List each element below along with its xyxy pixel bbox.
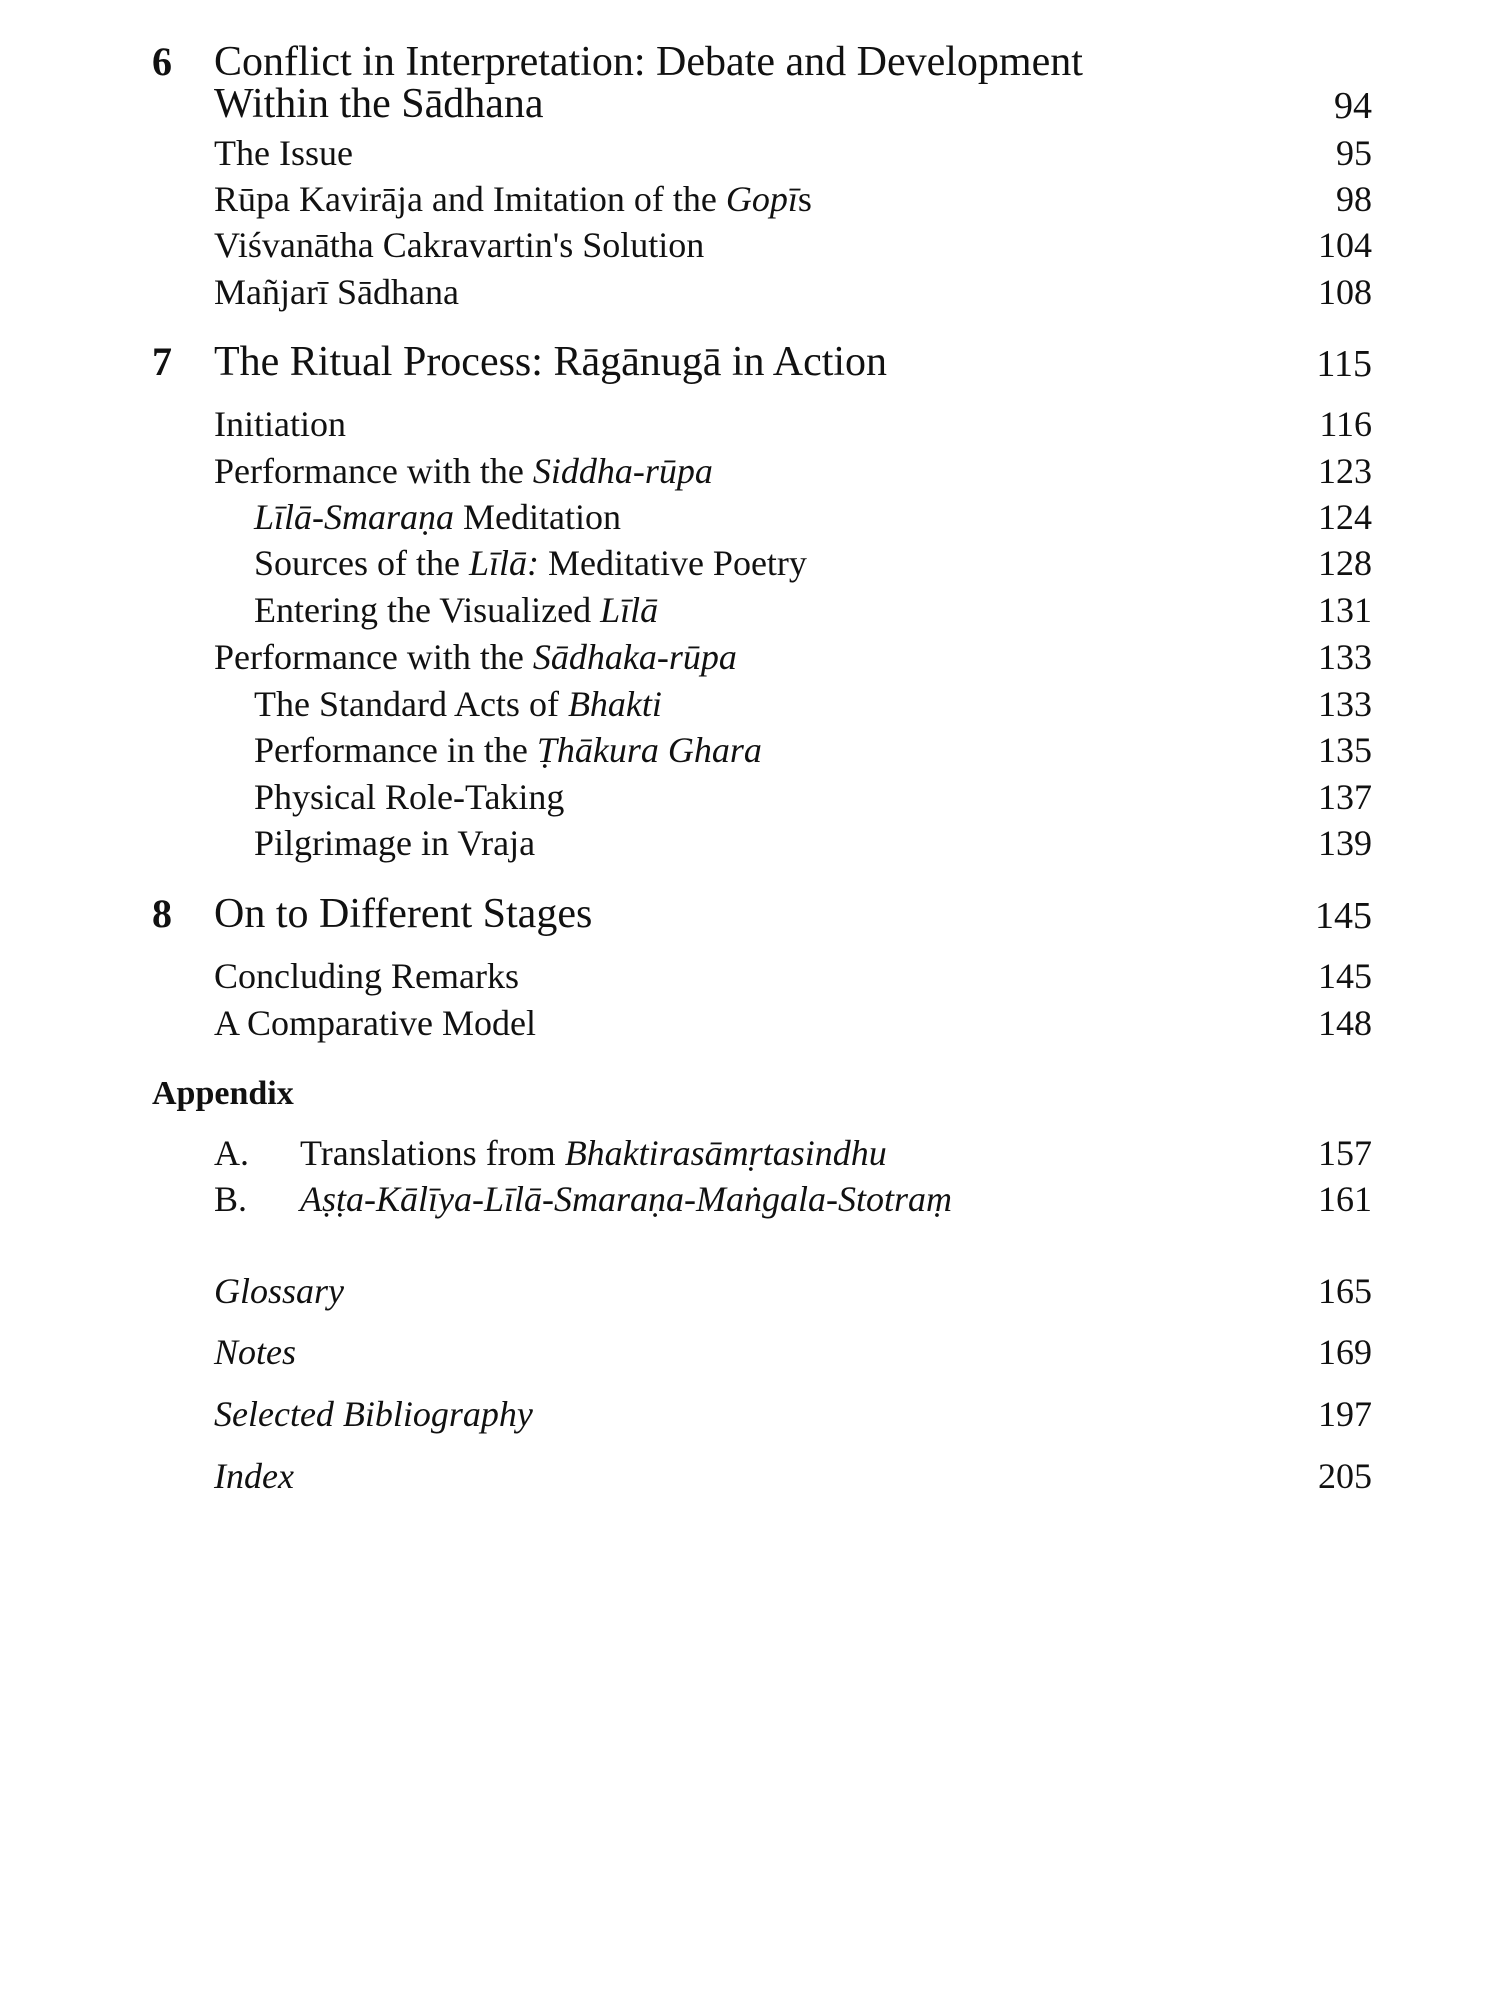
page-number: 139	[1318, 823, 1372, 863]
entry-title: Pilgrimage in Vraja	[254, 823, 536, 863]
entry-title: Concluding Remarks	[214, 956, 519, 996]
page-number: 128	[1318, 543, 1372, 583]
page-number: 145	[1318, 956, 1372, 996]
page-number: 137	[1318, 777, 1372, 817]
entry-title: Physical Role-Taking	[254, 777, 565, 817]
entry-title: Index	[214, 1456, 294, 1496]
page-number: 135	[1318, 730, 1372, 770]
chapter-title: On to Different Stages	[214, 891, 593, 937]
chapter-number: 8	[152, 891, 172, 936]
entry-title: Selected Bibliography	[214, 1394, 533, 1434]
entry-title: Notes	[214, 1332, 297, 1372]
entry-title: Initiation	[214, 404, 346, 444]
page-number: 165	[1318, 1271, 1372, 1311]
entry-title: Rūpa Kavirāja and Imitation of the Gopīs	[214, 179, 812, 219]
appendix-letter: B.	[214, 1179, 248, 1219]
page-number: 104	[1318, 225, 1372, 265]
appendix-title: Appendix	[152, 1075, 294, 1112]
page-number: 148	[1318, 1003, 1372, 1043]
page-number: 98	[1336, 179, 1372, 219]
page-number: 95	[1336, 133, 1372, 173]
entry-title: Aṣṭa-Kālīya-Līlā-Smaraṇa-Maṅgala-Stotraṃ	[300, 1179, 952, 1219]
chapter-title-continued: Within the Sādhana	[214, 81, 544, 127]
page-number: 131	[1318, 590, 1372, 630]
page-number: 161	[1318, 1179, 1372, 1219]
entry-title: The Issue	[214, 133, 353, 173]
entry-title: A Comparative Model	[214, 1003, 536, 1043]
chapter-title: Conflict in Interpretation: Debate and Development	[214, 39, 1083, 85]
page-number: 169	[1318, 1332, 1372, 1372]
page-number: 115	[1316, 343, 1372, 385]
page-number: 94	[1334, 85, 1372, 127]
appendix-letter: A.	[214, 1133, 249, 1173]
page-number: 133	[1318, 637, 1372, 677]
page-number: 124	[1318, 497, 1372, 537]
entry-title: Sources of the Līlā: Meditative Poetry	[254, 543, 807, 583]
chapter-number: 7	[152, 339, 172, 384]
entry-title: Viśvanātha Cakravartin's Solution	[214, 225, 705, 265]
page-number: 157	[1318, 1133, 1372, 1173]
entry-title: Performance with the Siddha-rūpa	[214, 451, 713, 491]
page-number: 123	[1318, 451, 1372, 491]
entry-title: The Standard Acts of Bhakti	[254, 684, 662, 724]
chapter-number: 6	[152, 39, 172, 84]
entry-title: Entering the Visualized Līlā	[254, 590, 659, 630]
chapter-title: The Ritual Process: Rāgānugā in Action	[214, 339, 888, 385]
entry-title: Līlā-Smaraṇa Meditation	[254, 497, 622, 537]
page-number: 197	[1318, 1394, 1372, 1434]
entry-title: Translations from Bhaktirasāmṛtasindhu	[300, 1133, 887, 1173]
page-number: 108	[1318, 272, 1372, 312]
entry-title: Performance in the Ṭhākura Ghara	[254, 730, 762, 770]
page-number: 133	[1318, 684, 1372, 724]
entry-title: Performance with the Sādhaka-rūpa	[214, 637, 737, 677]
entry-title: Mañjarī Sādhana	[214, 272, 459, 312]
entry-title: Glossary	[214, 1271, 345, 1311]
page-number: 205	[1318, 1456, 1372, 1496]
page-number: 145	[1315, 895, 1372, 937]
page-number: 116	[1319, 404, 1372, 444]
